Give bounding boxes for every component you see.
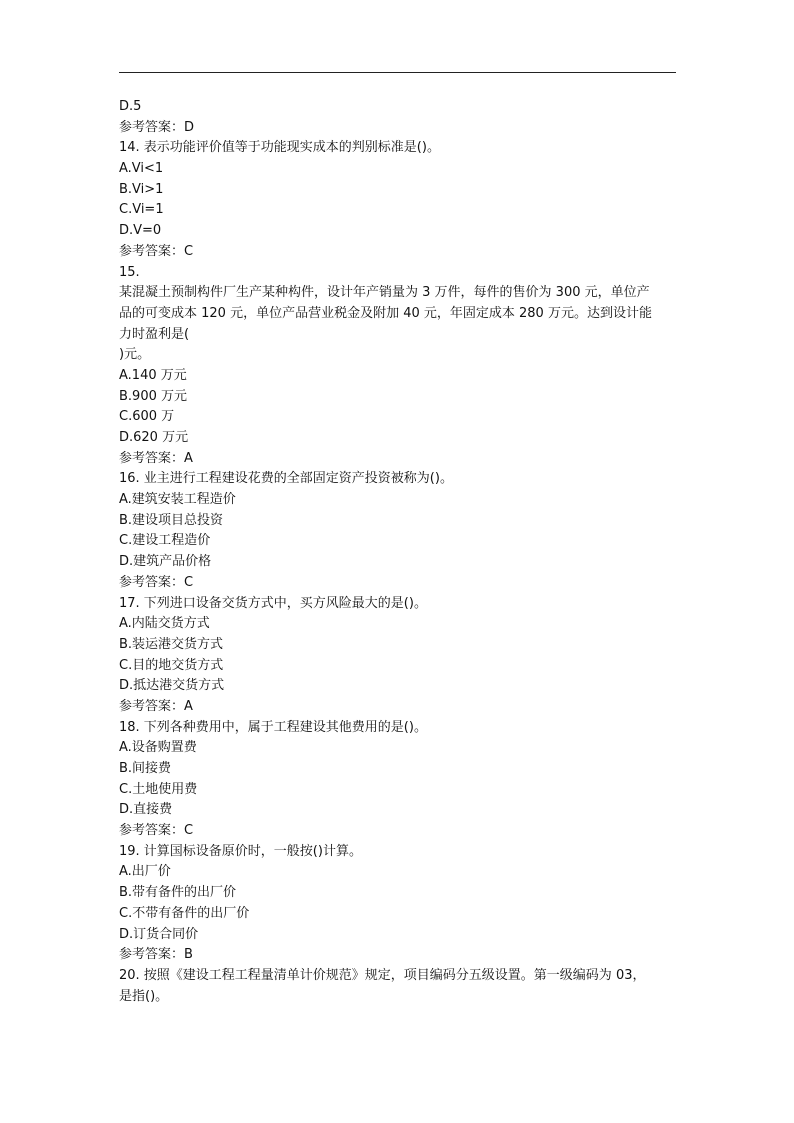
question-20: 20. 按照《建设工程工程量清单计价规范》规定，项目编码分五级设置。第一级编码为 03，	[119, 967, 646, 983]
question-15-text: 某混凝土预制构件厂生产某种构件，设计年产销量为 3 万件，每件的售价为 300 元，单位产	[119, 285, 650, 301]
answer-line: 参考答案：A	[119, 450, 193, 466]
question-18: 18. 下列各种费用中，属于工程建设其他费用的是()。	[119, 719, 427, 735]
option-d: D.620 万元	[119, 430, 189, 445]
option-d: D.V=0	[119, 223, 162, 239]
question-14: 14. 表示功能评价值等于功能现实成本的判别标准是()。	[119, 140, 440, 156]
answer-line: 参考答案：B	[119, 947, 193, 963]
question-19: 19. 计算国标设备原价时，一般按()计算。	[119, 843, 362, 859]
question-15-text: 品的可变成本 120 元，单位产品营业税金及附加 40 元，年固定成本 280 万元。达到设计能	[119, 305, 652, 321]
answer-line: 参考答案：C	[119, 823, 194, 839]
option-c: C.不带有备件的出厂价	[119, 905, 250, 921]
question-15-text: )元。	[119, 347, 151, 363]
option-a: A.140 万元	[119, 367, 187, 383]
answer-line: 参考答案：C	[119, 243, 194, 259]
option-a: A.Vi<1	[119, 161, 164, 177]
answer-line: 参考答案：A	[119, 698, 193, 714]
option-d: D.抵达港交货方式	[119, 678, 225, 694]
option-c: C.Vi=1	[119, 202, 164, 218]
header-rule	[119, 72, 676, 73]
option-b: B.带有备件的出厂价	[119, 885, 237, 901]
answer-line: 参考答案：C	[119, 574, 194, 590]
option-c: C.建设工程造价	[119, 533, 211, 549]
option-b: B.装运港交货方式	[119, 636, 224, 652]
option-a: A.出厂价	[119, 864, 171, 880]
question-15-text: 力时盈利是(	[119, 326, 190, 342]
question-15-number: 15.	[119, 264, 140, 280]
option-b: B.间接费	[119, 761, 172, 776]
question-20: 是指()。	[119, 988, 169, 1004]
answer-line: 参考答案：D	[119, 119, 195, 135]
option-a: A.内陆交货方式	[119, 616, 210, 632]
option-c: C.目的地交货方式	[119, 657, 224, 673]
option-b: B.建设项目总投资	[119, 512, 224, 528]
option-d: D.直接费	[119, 802, 173, 818]
option-b: B.900 万元	[119, 388, 187, 404]
question-17: 17. 下列进口设备交货方式中，买方风险最大的是()。	[119, 595, 427, 611]
question-16: 16. 业主进行工程建设花费的全部固定资产投资被称为()。	[119, 471, 453, 487]
option-a: A.设备购置费	[119, 740, 197, 756]
option-c: C.600 万	[119, 409, 175, 425]
option-d: D.建筑产品价格	[119, 554, 212, 570]
text-line: D.5	[119, 99, 142, 114]
option-a: A.建筑安装工程造价	[119, 492, 236, 508]
document-body	[119, 97, 689, 1007]
option-b: B.Vi>1	[119, 181, 164, 197]
option-c: C.土地使用费	[119, 781, 198, 797]
option-d: D.订货合同价	[119, 926, 199, 942]
